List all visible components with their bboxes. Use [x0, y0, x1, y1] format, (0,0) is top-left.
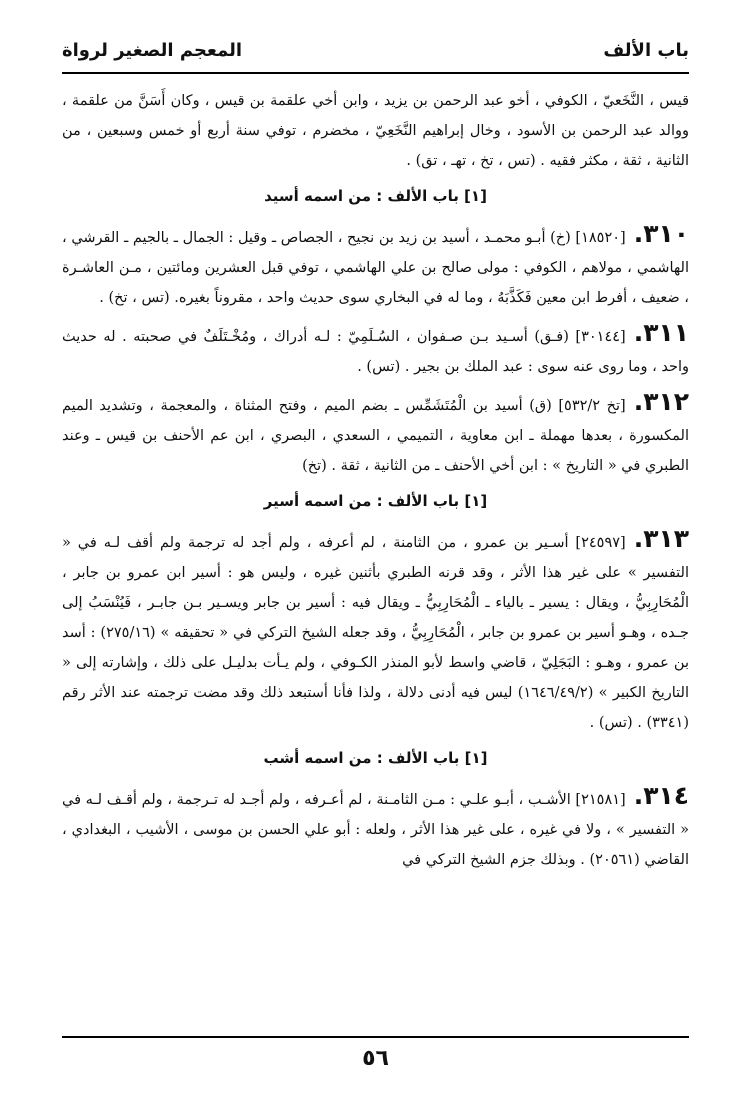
entry-text: [٢١٥٨١] الأشـب ، أبـو علـي : مـن الثامـنة ، لم أعـرفه ، ولم أجـد له تـرجمة ، ولم أقـف لـه في « التفسير » ، ولا في غيره ، على غير هذا الأثر ، ولعله : أبو علي الحسن بن موسى ، الأشيب ، البغدادي ، القاضي (٢٠٥٦١) . وبذلك جزم الشيخ التركي في — [62, 792, 689, 868]
entry-number: ٣١٤. — [633, 781, 689, 810]
entry-text: [١٨٥٢٠] (خ) أبـو محمـد ، أسيد بن زيد بن نجيح ، الجصاص ـ وقيل : الجمال ـ بالجيم ـ القرشي ، الهاشمي ، مولاهم ، الكوفي : مولى صالح بن علي الهاشمي ، توفي قبل العشرين ومائتين ، مـن العاشـرة ، ضعيف ، أفرط ابن معين فَكَذَّبَهُ ، وما له في البخاري سوى حديث واحد ، مقروناً بغيره. (تس ، تخ) . — [62, 230, 689, 306]
entry-310 — [62, 219, 689, 313]
entry-313 — [62, 524, 689, 738]
entry-314 — [62, 781, 689, 875]
entry-text: [٣٠١٤٤] (فـق) أسـيد بـن صـفوان ، السُـلَمِيّ : لـه أدراك ، ومُخْـتَلَفٌ في صحبته . له حديث واحد ، وما روى عنه سوى : عبد الملك بن بجير . (تس) . — [62, 329, 689, 375]
entry-text: [تخ ٥٣٢/٢] (ق) أسيد بن الْمُتَشَمِّس ـ بضم الميم ، وفتح المثناة ، والمعجمة ، وتشديد الميم المكسورة ، بعدها مهملة ـ ابن معاوية ، التميمي ، السعدي ، البصري ، ابن عم الأحنف بن قيس ـ وعند الطبري في « التاريخ » : ابن أخي الأحنف ـ من الثانية ، ثقة . (تخ) — [62, 398, 689, 474]
continuation-paragraph: قيس ، النَّخَعيّ ، الكوفي ، أخو عبد الرحمن بن يزيد ، وابن أخي علقمة بن قيس ، وكان أَسَنَّ من علقمة ، ووالد عبد الرحمن بن الأسود ، وخال إبراهيم النَّخَعِيّ ، مخضرم ، توفي سنة أربع أو خمس وسبعين ، من الثانية ، ثقة ، مكثر فقيه . (تس ، تخ ، تهـ ، تق) . — [62, 93, 689, 169]
section-heading-usayr: [١] باب الألف : من اسمه أسير — [263, 492, 488, 510]
entry-text: [٢٤٥٩٧] أسـير بن عمرو ، من الثامنة ، لم أعرفه ، ولم أجد له ترجمة ولم أقف لـه في « التفسير » على غير هذا الأثر ، وقد قرنه الطبري بأثنين غيره ، وليس هو : أسير ابن عمرو بن جابر ، الْمُحَارِبِيُّ ، ويقال : يسير ـ بالياء ـ الْمُحَارِبِيُّ ـ ويقال فيه : أسير بن جابر ويسـير بـن جابـر ، فَيُنْسَبُ إلى جـده ، وهـو أسير بن عمرو بن جابر ، الْمُحَارِبِيُّ ، وقد جعله الشيخ التركي في « تحقيقه » (٢٧٥/١٦) : أسد بن عمرو ، وهـو : البَجَلِيّ ، قاضي واسط لأبو المنذر الكـوفي ، ولم يـأت بدليـل على ذلك ، وإشارته إلى « التاريخ الكبير » (١٦٤٦/٤٩/٢) ليس فيه أدنى دلالة ، ولذا فأنا أستبعد ذلك وقد مضت ترجمته عند الأثر رقم (٣٣٤١) . (تس) . — [62, 535, 689, 731]
page-body — [62, 86, 689, 880]
section-heading-ashab: [١] باب الألف : من اسمه أشب — [263, 749, 488, 767]
header-rule — [62, 72, 689, 74]
book-title: المعجم الصغير لرواة — [62, 40, 243, 61]
entry-number: ٣١١. — [633, 318, 689, 347]
entry-311 — [62, 318, 689, 382]
entry-number: ٣١٣. — [633, 524, 689, 553]
entry-number: ٣١٢. — [633, 387, 689, 416]
footer-rule — [62, 1036, 689, 1038]
section-heading-usayd: [١] باب الألف : من اسمه أسيد — [264, 187, 487, 205]
entry-number: ٣١٠. — [633, 219, 689, 248]
entry-312 — [62, 387, 689, 481]
running-header — [62, 40, 689, 61]
chapter-title: باب الألف — [603, 40, 689, 61]
page-number: ٥٦ — [362, 1046, 389, 1071]
